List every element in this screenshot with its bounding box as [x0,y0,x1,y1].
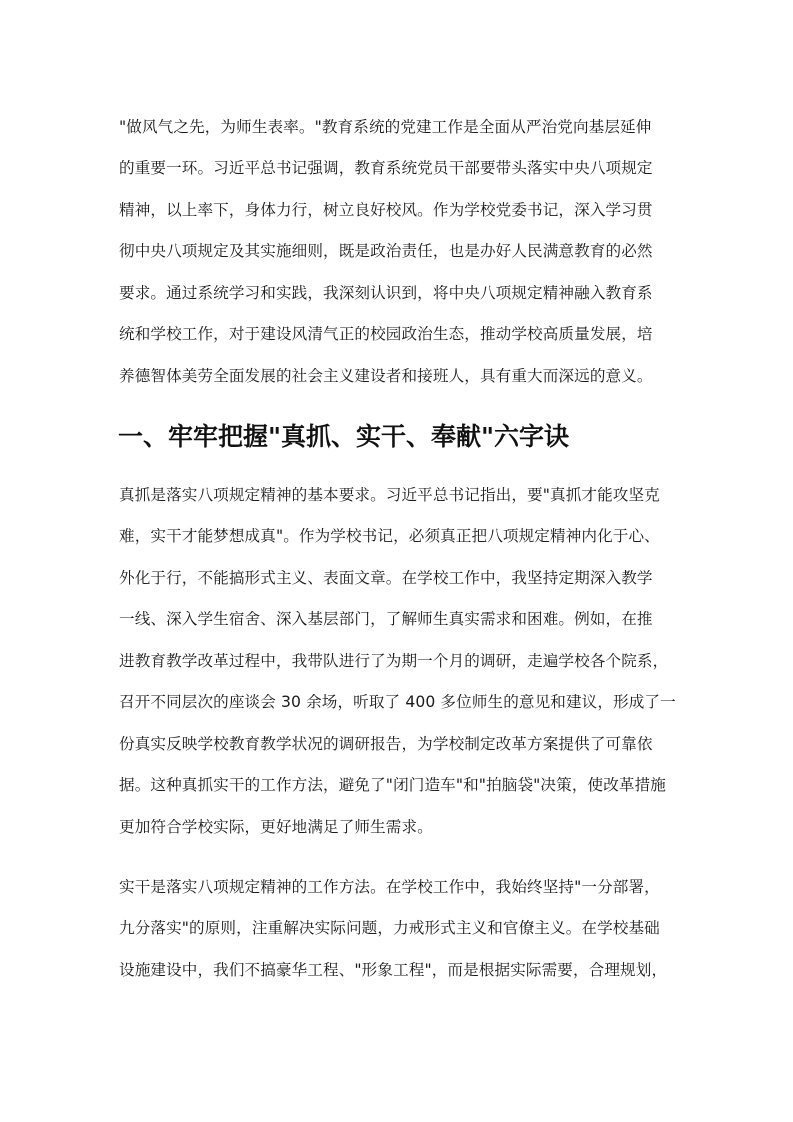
text-line: 外化于行，不能搞形式主义、表面文章。在学校工作中，我坚持定期深入教学 [119,569,653,587]
text-line: 彻中央八项规定及其实施细则，既是政治责任，也是办好人民满意教育的必然 [119,242,653,260]
text-line: 实干是落实八项规定精神的工作方法。在学校工作中，我始终坚持"一分部署， [119,878,660,896]
text-line: 难，实干才能梦想成真"。作为学校书记，必须真正把八项规定精神内化于心、 [119,527,660,545]
text-line: 真抓是落实八项规定精神的基本要求。习近平总书记指出，要"真抓才能攻坚克 [119,486,660,504]
text-line: 精神，以上率下，身体力行，树立良好校风。作为学校党委书记，深入学习贯 [119,201,653,219]
text-line: 份真实反映学校教育教学状况的调研报告，为学校制定改革方案提供了可靠依 [119,735,653,753]
text-line: 设施建设中，我们不搞豪华工程、"形象工程"，而是根据实际需要，合理规划， [119,961,668,979]
text-line: 的重要一环。习近平总书记强调，教育系统党员干部要带头落实中央八项规定 [119,159,653,177]
text-line: 养德智体美劳全面发展的社会主义建设者和接班人，具有重大而深远的意义。 [119,367,653,385]
text-line: 据。这种真抓实干的工作方法，避免了"闭门造车"和"拍脑袋"决策，使改革措施 [119,776,666,794]
text-line: 进教育教学改革过程中，我带队进行了为期一个月的调研，走遍学校各个院系， [119,652,669,670]
text-line: 一线、深入学生宿舍、深入基层部门，了解师生真实需求和困难。例如，在推 [119,610,653,628]
text-line: 召开不同层次的座谈会 30 余场，听取了 400 多位师生的意见和建议，形成了一 [119,693,676,711]
text-line: 统和学校工作，对于建设风清气正的校园政治生态，推动学校高质量发展，培 [119,325,653,343]
section-heading: 一、牢牢把握"真抓、实干、奉献"六字诀 [118,422,570,451]
text-line: 九分落实"的原则，注重解决实际问题，力戒形式主义和官僚主义。在学校基础 [119,919,660,937]
text-line: 更加符合学校实际，更好地满足了师生需求。 [119,818,433,836]
text-line: "做风气之先，为师生表率。"教育系统的党建工作是全面从严治党向基层延伸 [119,118,652,136]
text-line: 要求。通过系统学习和实践，我深刻认识到，将中央八项规定精神融入教育系 [119,284,653,302]
